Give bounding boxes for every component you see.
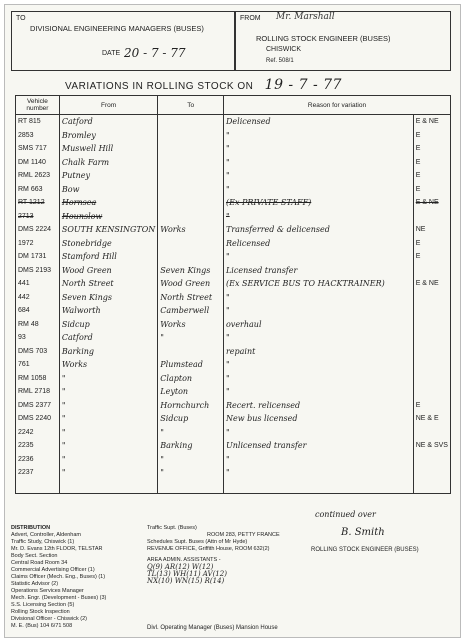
from-depot: Bow (59, 183, 157, 197)
table-row (16, 223, 451, 237)
vehicle-number: 684 (16, 304, 60, 318)
vehicle-number: RM 1058 (16, 372, 60, 386)
reason: overhaul (223, 318, 413, 332)
vehicle-number: 441 (16, 277, 60, 291)
code: E (413, 250, 450, 264)
to-depot: Leyton (158, 385, 224, 399)
from-depot: Barking (59, 345, 157, 359)
table-row (16, 250, 451, 264)
reason: (Ex SERVICE BUS TO HACKTRAINER) (223, 277, 413, 291)
vehicle-number: RT 1212 (16, 196, 60, 210)
to-depot: " (158, 331, 224, 345)
table-row (16, 345, 451, 359)
vehicle-number: 2236 (16, 453, 60, 467)
reason: " (223, 331, 413, 345)
to-depot (158, 115, 224, 129)
distribution-item: Operations Services Manager (11, 588, 84, 594)
to-depot (158, 345, 224, 359)
table-row (16, 412, 451, 426)
distribution-item: Mr. D. Evans 12th FLOOR, TELSTAR (11, 546, 103, 552)
reason: Relicensed (223, 237, 413, 251)
vehicle-number: RM 663 (16, 183, 60, 197)
code: NE & E (413, 412, 450, 426)
code (413, 466, 450, 480)
from-handwritten: Mr. Marshall (276, 12, 335, 22)
code (413, 453, 450, 467)
table-row (16, 372, 451, 386)
from-depot (59, 480, 157, 494)
table-row (16, 115, 451, 129)
signature: B. Smith (341, 527, 385, 538)
table-row (16, 264, 451, 278)
to-depot: Hornchurch (158, 399, 224, 413)
reason: " (223, 453, 413, 467)
code (413, 318, 450, 332)
reason: Transferred & delicensed (223, 223, 413, 237)
title-text: VARIATIONS IN ROLLING STOCK ON (65, 81, 254, 92)
from-depot: North Street (59, 277, 157, 291)
to-depot (158, 480, 224, 494)
vehicle-number: 2235 (16, 439, 60, 453)
to-depot: " (158, 466, 224, 480)
table-row (16, 331, 451, 345)
reason: " (223, 169, 413, 183)
table-row (16, 453, 451, 467)
code: E & NE (413, 277, 450, 291)
to-depot (158, 142, 224, 156)
to-depot: " (158, 453, 224, 467)
vehicle-number: 2853 (16, 129, 60, 143)
signature-label: ROLLING STOCK ENGINEER (BUSES) (311, 547, 419, 553)
to-depot: Sidcup (158, 412, 224, 426)
from-depot: Works (59, 358, 157, 372)
vehicle-number: RM 48 (16, 318, 60, 332)
from-depot: Stamford Hill (59, 250, 157, 264)
reason: Unlicensed transfer (223, 439, 413, 453)
table-row (16, 439, 451, 453)
vehicle-number: DMS 2377 (16, 399, 60, 413)
code (413, 426, 450, 440)
code: E (413, 156, 450, 170)
from-depot: " (59, 372, 157, 386)
table-row (16, 291, 451, 305)
vehicle-number: 2713 (16, 210, 60, 224)
table-row (16, 426, 451, 440)
distribution-item: Divisional Officer - Chiswick (2) (11, 616, 87, 622)
vehicle-number: DMS 2240 (16, 412, 60, 426)
table-row (16, 399, 451, 413)
code (413, 358, 450, 372)
to-label: TO (16, 15, 26, 22)
to-depot (158, 250, 224, 264)
table-row (16, 318, 451, 332)
from-depot: Catford (59, 115, 157, 129)
table-row (16, 129, 451, 143)
vehicle-number: DMS 703 (16, 345, 60, 359)
col-from: From (59, 96, 157, 115)
from-depot: Putney (59, 169, 157, 183)
code: E (413, 142, 450, 156)
to-depot: Clapton (158, 372, 224, 386)
vehicle-number: 2242 (16, 426, 60, 440)
distribution-item: Statistic Advisor (2) (11, 581, 59, 587)
from-depot: " (59, 385, 157, 399)
code: E (413, 237, 450, 251)
distribution-item: M. E. (Bus) 104 6/71 508 (11, 623, 73, 629)
room-line: ROOM 283, PETTY FRANCE (207, 532, 280, 538)
table-row (16, 142, 451, 156)
to-depot: " (158, 426, 224, 440)
vehicle-number: DMS 2224 (16, 223, 60, 237)
reason: " (223, 304, 413, 318)
table-row (16, 277, 451, 291)
from-depot: Muswell Hill (59, 142, 157, 156)
reason: Delicensed (223, 115, 413, 129)
table-body (16, 115, 451, 494)
revenue-line: REVENUE OFFICE, Griffith House, ROOM 632(2) (147, 546, 270, 552)
code: NE & SVS (413, 439, 450, 453)
area-line: TL(13) WH(11) AV(12) (147, 570, 227, 578)
vehicle-number: DMS 2193 (16, 264, 60, 278)
from-label: FROM (240, 15, 261, 22)
col-vehicle: Vehicle number (16, 96, 60, 115)
vehicle-number: RML 2718 (16, 385, 60, 399)
distribution-item: Claims Officer (Mech. Eng., Buses) (1) (11, 574, 106, 580)
from-box (235, 11, 451, 71)
reason: " (223, 426, 413, 440)
code (413, 304, 450, 318)
code: E & NE (413, 196, 450, 210)
table-row (16, 210, 451, 224)
table-row (16, 169, 451, 183)
distribution-item: Mech. Engr. (Development - Buses) (3) (11, 595, 107, 601)
code: E (413, 169, 450, 183)
from-depot: Sidcup (59, 318, 157, 332)
reason: " (223, 466, 413, 480)
reason: " (223, 129, 413, 143)
code (413, 480, 450, 494)
table-header-row (16, 96, 451, 115)
code (413, 264, 450, 278)
from-depot: Hornsea (59, 196, 157, 210)
reference: Ref. 508/1 (266, 58, 294, 64)
vehicle-number: 2237 (16, 466, 60, 480)
table-row (16, 480, 451, 494)
from-depot: Hounslow (59, 210, 157, 224)
distribution-item: Advert, Controller, Aldenham (11, 532, 82, 538)
table-row (16, 385, 451, 399)
to-box (11, 11, 235, 71)
col-reason: Reason for variation (223, 96, 450, 115)
from-depot: Chalk Farm (59, 156, 157, 170)
reason: " (223, 142, 413, 156)
from-depot: Stonebridge (59, 237, 157, 251)
to-depot (158, 196, 224, 210)
table-row (16, 196, 451, 210)
distribution-title: DISTRIBUTION (11, 525, 51, 531)
vehicle-number: SMS 717 (16, 142, 60, 156)
table-row (16, 237, 451, 251)
title-date: 19 - 7 - 77 (264, 77, 342, 93)
footer-centre (147, 525, 347, 585)
from-depot: Wood Green (59, 264, 157, 278)
from-depot: Catford (59, 331, 157, 345)
reason: (Ex PRIVATE STAFF) (223, 196, 413, 210)
distribution-item: Commercial Advertising Officer (1) (11, 567, 95, 573)
from-value: ROLLING STOCK ENGINEER (BUSES) (256, 34, 391, 43)
from-depot: Seven Kings (59, 291, 157, 305)
vehicle-number: RML 2623 (16, 169, 60, 183)
from-depot: Bromley (59, 129, 157, 143)
division-line: Divl. Operating Manager (Buses) Mansion House (147, 625, 278, 631)
variations-table (15, 95, 451, 494)
footer (11, 525, 451, 635)
reason: " (223, 183, 413, 197)
from-depot: " (59, 412, 157, 426)
document-sheet (4, 4, 461, 638)
to-depot (158, 156, 224, 170)
from-depot: " (59, 439, 157, 453)
vehicle-number: RT 815 (16, 115, 60, 129)
code (413, 385, 450, 399)
to-depot (158, 210, 224, 224)
distribution-item: Rolling Stock Inspection (11, 609, 70, 615)
area-line: Q(9) AR(12) W(12) (147, 563, 214, 571)
code: E (413, 399, 450, 413)
continued-note: continued over (315, 510, 376, 519)
distribution-item: Traffic Study, Chiswick (1) (11, 539, 75, 545)
date-value: 20 - 7 - 77 (124, 46, 186, 60)
vehicle-number: 93 (16, 331, 60, 345)
reason: " (223, 358, 413, 372)
code (413, 210, 450, 224)
area-line: NX(10) WN(15) R(14) (147, 577, 225, 585)
from-depot: " (59, 399, 157, 413)
code (413, 372, 450, 386)
to-depot: Wood Green (158, 277, 224, 291)
area-title: AREA ADMIN. ASSISTANTS - (147, 557, 221, 563)
to-depot (158, 183, 224, 197)
distribution-item: Central Road Room 34 (11, 560, 68, 566)
table-row (16, 304, 451, 318)
date-label: DATE (102, 50, 121, 57)
from-depot: SOUTH KENSINGTON (59, 223, 157, 237)
from-depot: Walworth (59, 304, 157, 318)
memo-header (11, 11, 451, 69)
reason: Recert. relicensed (223, 399, 413, 413)
from-depot: " (59, 426, 157, 440)
reason: " (223, 156, 413, 170)
table-row (16, 466, 451, 480)
reason: New bus licensed (223, 412, 413, 426)
table-row (16, 358, 451, 372)
reason: " (223, 372, 413, 386)
schedules-line: Schedules Supt. Buses (Attn of Mr Hyde) (147, 539, 248, 545)
table-row (16, 156, 451, 170)
code: NE (413, 223, 450, 237)
reason: Licensed transfer (223, 264, 413, 278)
to-depot: Plumstead (158, 358, 224, 372)
reason (223, 480, 413, 494)
code: E & NE (413, 115, 450, 129)
to-depot: Works (158, 223, 224, 237)
to-depot: Seven Kings (158, 264, 224, 278)
vehicle-number (16, 480, 60, 494)
reason: " (223, 291, 413, 305)
vehicle-number: DM 1140 (16, 156, 60, 170)
vehicle-number: 761 (16, 358, 60, 372)
to-depot (158, 169, 224, 183)
from-place: CHISWICK (266, 46, 301, 53)
reason: " (223, 250, 413, 264)
vehicle-number: 1972 (16, 237, 60, 251)
vehicle-number: 442 (16, 291, 60, 305)
code: E (413, 129, 450, 143)
to-depot: North Street (158, 291, 224, 305)
table-row (16, 183, 451, 197)
to-depot: Works (158, 318, 224, 332)
code: E (413, 183, 450, 197)
from-depot: " (59, 453, 157, 467)
distribution-item: Body Sect. Section (11, 553, 58, 559)
code (413, 345, 450, 359)
reason: " (223, 210, 413, 224)
distribution-list (11, 525, 141, 630)
distribution-item: S.S. Licensing Section (5) (11, 602, 75, 608)
page-title (65, 77, 342, 93)
code (413, 291, 450, 305)
to-depot (158, 237, 224, 251)
reason: " (223, 385, 413, 399)
to-depot: Camberwell (158, 304, 224, 318)
to-value: DIVISIONAL ENGINEERING MANAGERS (BUSES) (30, 24, 204, 33)
code (413, 331, 450, 345)
traffic-supt: Traffic Supt. (Buses) (147, 525, 197, 531)
to-depot: Barking (158, 439, 224, 453)
to-depot (158, 129, 224, 143)
from-depot: " (59, 466, 157, 480)
vehicle-number: DM 1731 (16, 250, 60, 264)
col-to: To (158, 96, 224, 115)
reason: repaint (223, 345, 413, 359)
